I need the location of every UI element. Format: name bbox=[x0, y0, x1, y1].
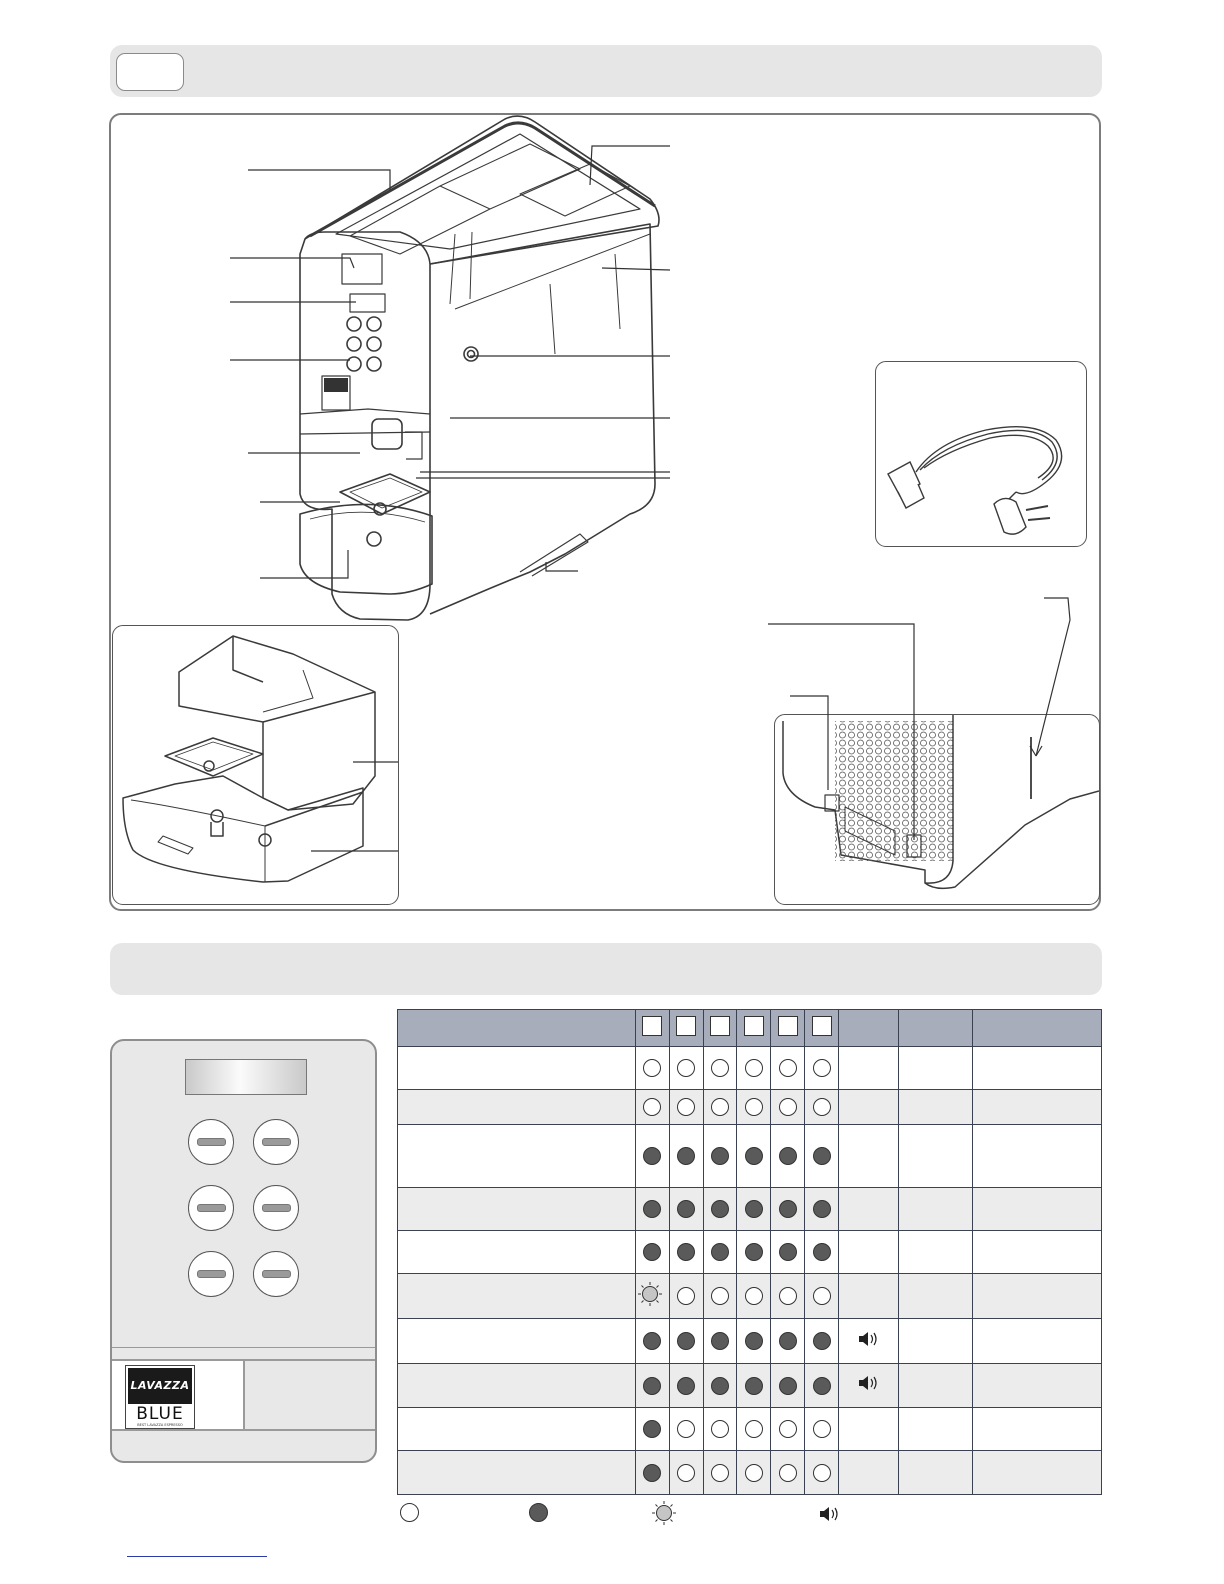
led-off-icon bbox=[711, 1287, 729, 1305]
table-row bbox=[398, 1047, 1102, 1090]
led-cell-5 bbox=[771, 1408, 805, 1451]
led-off-icon bbox=[643, 1059, 661, 1077]
led-on-icon bbox=[677, 1147, 695, 1165]
action-cell bbox=[973, 1047, 1102, 1090]
led-cell-5 bbox=[771, 1047, 805, 1090]
row-description bbox=[398, 1090, 636, 1125]
led-cell-3 bbox=[703, 1364, 737, 1408]
table-row bbox=[398, 1231, 1102, 1274]
led-cell-6 bbox=[805, 1319, 839, 1364]
table-row bbox=[398, 1090, 1102, 1125]
led-cell-4 bbox=[737, 1047, 771, 1090]
led-cell-2 bbox=[669, 1319, 703, 1364]
led-cell-1 bbox=[635, 1231, 669, 1274]
led-off-icon bbox=[745, 1420, 763, 1438]
led-on-icon bbox=[643, 1147, 661, 1165]
power-cord-illustration bbox=[876, 362, 1086, 546]
selection-button-3[interactable] bbox=[188, 1185, 234, 1231]
sound-cell bbox=[839, 1274, 899, 1319]
callout-leader-lines bbox=[230, 140, 680, 580]
display-cell bbox=[899, 1408, 973, 1451]
display-cell bbox=[899, 1364, 973, 1408]
led-cell-4 bbox=[737, 1451, 771, 1495]
sound-cell bbox=[839, 1408, 899, 1451]
sound-cell bbox=[839, 1319, 899, 1364]
led-off-icon bbox=[779, 1420, 797, 1438]
row-description bbox=[398, 1231, 636, 1274]
row-description bbox=[398, 1047, 636, 1090]
header-led-3 bbox=[703, 1010, 737, 1047]
led-cell-3 bbox=[703, 1319, 737, 1364]
display-cell bbox=[899, 1231, 973, 1274]
led-cell-4 bbox=[737, 1125, 771, 1188]
led-cell-4 bbox=[737, 1090, 771, 1125]
led-off-icon bbox=[677, 1287, 695, 1305]
led-off-icon bbox=[711, 1420, 729, 1438]
panel-divider bbox=[112, 1347, 377, 1348]
led-cell-1 bbox=[635, 1364, 669, 1408]
footer-link-underline bbox=[127, 1556, 267, 1557]
led-cell-1 bbox=[635, 1090, 669, 1125]
display-cell bbox=[899, 1047, 973, 1090]
led-on-icon bbox=[677, 1200, 695, 1218]
row-description bbox=[398, 1125, 636, 1188]
led-cell-3 bbox=[703, 1451, 737, 1495]
led-cell-1 bbox=[635, 1125, 669, 1188]
led-cell-6 bbox=[805, 1231, 839, 1274]
led-cell-2 bbox=[669, 1125, 703, 1188]
legend-led-blinking-icon bbox=[651, 1500, 677, 1526]
removable-parts-inset bbox=[112, 625, 399, 905]
table-row bbox=[398, 1451, 1102, 1495]
led-cell-6 bbox=[805, 1125, 839, 1188]
led-cell-3 bbox=[703, 1188, 737, 1231]
header-led-5 bbox=[771, 1010, 805, 1047]
action-cell bbox=[973, 1408, 1102, 1451]
legend-sound-icon bbox=[818, 1504, 842, 1524]
led-cell-6 bbox=[805, 1451, 839, 1495]
action-cell bbox=[973, 1231, 1102, 1274]
panel-display bbox=[185, 1059, 307, 1095]
action-cell bbox=[973, 1274, 1102, 1319]
led-cell-1 bbox=[635, 1047, 669, 1090]
sound-cell bbox=[839, 1090, 899, 1125]
led-on-icon bbox=[711, 1200, 729, 1218]
header-led-2 bbox=[669, 1010, 703, 1047]
led-off-icon bbox=[745, 1059, 763, 1077]
row-description bbox=[398, 1364, 636, 1408]
header-led-4 bbox=[737, 1010, 771, 1047]
led-on-icon bbox=[745, 1243, 763, 1261]
row-description bbox=[398, 1188, 636, 1231]
led-on-icon bbox=[677, 1243, 695, 1261]
led-on-icon bbox=[813, 1147, 831, 1165]
action-cell bbox=[973, 1125, 1102, 1188]
led-off-icon bbox=[813, 1420, 831, 1438]
sound-cell bbox=[839, 1188, 899, 1231]
led-cell-3 bbox=[703, 1047, 737, 1090]
selection-button-6[interactable] bbox=[253, 1251, 299, 1297]
led-cell-3 bbox=[703, 1274, 737, 1319]
led-on-icon bbox=[677, 1377, 695, 1395]
led-cell-6 bbox=[805, 1408, 839, 1451]
sound-cell bbox=[839, 1451, 899, 1495]
led-off-icon bbox=[813, 1464, 831, 1482]
led-on-icon bbox=[813, 1200, 831, 1218]
display-cell bbox=[899, 1451, 973, 1495]
led-cell-6 bbox=[805, 1090, 839, 1125]
capsule-slot-area bbox=[245, 1359, 377, 1431]
led-cell-5 bbox=[771, 1364, 805, 1408]
header-action bbox=[973, 1010, 1102, 1047]
led-cell-2 bbox=[669, 1274, 703, 1319]
led-off-icon bbox=[711, 1059, 729, 1077]
header-led-6 bbox=[805, 1010, 839, 1047]
led-on-icon bbox=[813, 1332, 831, 1350]
sound-cell bbox=[839, 1047, 899, 1090]
table-row bbox=[398, 1188, 1102, 1231]
led-on-icon bbox=[643, 1200, 661, 1218]
led-off-icon bbox=[711, 1464, 729, 1482]
section-header-bar-2 bbox=[110, 943, 1102, 995]
led-on-icon bbox=[643, 1243, 661, 1261]
led-cell-3 bbox=[703, 1090, 737, 1125]
led-cell-5 bbox=[771, 1125, 805, 1188]
led-on-icon bbox=[643, 1377, 661, 1395]
led-cell-2 bbox=[669, 1451, 703, 1495]
led-cell-5 bbox=[771, 1274, 805, 1319]
header-description bbox=[398, 1010, 636, 1047]
led-on-icon bbox=[779, 1243, 797, 1261]
led-off-icon bbox=[745, 1464, 763, 1482]
led-cell-4 bbox=[737, 1274, 771, 1319]
action-cell bbox=[973, 1090, 1102, 1125]
led-off-icon bbox=[779, 1287, 797, 1305]
sound-cell bbox=[839, 1364, 899, 1408]
led-cell-6 bbox=[805, 1274, 839, 1319]
led-off-icon bbox=[643, 1098, 661, 1116]
row-description bbox=[398, 1274, 636, 1319]
led-cell-6 bbox=[805, 1047, 839, 1090]
led-on-icon bbox=[745, 1147, 763, 1165]
led-cell-4 bbox=[737, 1188, 771, 1231]
table-row bbox=[398, 1125, 1102, 1188]
led-cell-1 bbox=[635, 1188, 669, 1231]
led-off-icon bbox=[813, 1059, 831, 1077]
selection-button-2[interactable] bbox=[253, 1119, 299, 1165]
led-off-icon bbox=[677, 1059, 695, 1077]
led-cell-5 bbox=[771, 1090, 805, 1125]
led-on-icon bbox=[779, 1147, 797, 1165]
led-on-icon bbox=[779, 1332, 797, 1350]
header-led-1 bbox=[635, 1010, 669, 1047]
sound-icon bbox=[857, 1380, 881, 1397]
action-cell bbox=[973, 1451, 1102, 1495]
led-cell-4 bbox=[737, 1231, 771, 1274]
led-on-icon bbox=[677, 1332, 695, 1350]
rear-callout-lines bbox=[760, 590, 1090, 840]
led-off-icon bbox=[745, 1287, 763, 1305]
row-description bbox=[398, 1451, 636, 1495]
led-on-icon bbox=[643, 1332, 661, 1350]
led-cell-2 bbox=[669, 1188, 703, 1231]
led-cell-3 bbox=[703, 1408, 737, 1451]
led-off-icon bbox=[745, 1098, 763, 1116]
led-on-icon bbox=[813, 1377, 831, 1395]
led-cell-1 bbox=[635, 1451, 669, 1495]
selection-button-5[interactable] bbox=[188, 1251, 234, 1297]
led-cell-3 bbox=[703, 1231, 737, 1274]
led-cell-5 bbox=[771, 1319, 805, 1364]
led-cell-1 bbox=[635, 1408, 669, 1451]
sound-icon bbox=[857, 1336, 881, 1353]
led-cell-5 bbox=[771, 1231, 805, 1274]
led-on-icon bbox=[745, 1332, 763, 1350]
led-off-icon bbox=[711, 1098, 729, 1116]
led-cell-4 bbox=[737, 1319, 771, 1364]
section-number-box bbox=[116, 53, 184, 91]
led-cell-6 bbox=[805, 1188, 839, 1231]
led-on-icon bbox=[711, 1332, 729, 1350]
row-description bbox=[398, 1408, 636, 1451]
table-row bbox=[398, 1408, 1102, 1451]
led-off-icon bbox=[779, 1059, 797, 1077]
logo-brand: LAVAZZA bbox=[128, 1368, 192, 1404]
led-off-icon bbox=[677, 1098, 695, 1116]
header-display bbox=[899, 1010, 973, 1047]
led-cell-2 bbox=[669, 1364, 703, 1408]
table-row bbox=[398, 1319, 1102, 1364]
led-on-icon bbox=[711, 1377, 729, 1395]
led-cell-1 bbox=[635, 1319, 669, 1364]
display-cell bbox=[899, 1188, 973, 1231]
led-cell-1 bbox=[635, 1274, 669, 1319]
led-cell-4 bbox=[737, 1364, 771, 1408]
control-panel bbox=[110, 1039, 377, 1463]
logo-area bbox=[112, 1359, 245, 1431]
action-cell bbox=[973, 1188, 1102, 1231]
led-off-icon bbox=[779, 1464, 797, 1482]
led-on-icon bbox=[643, 1420, 661, 1438]
display-cell bbox=[899, 1274, 973, 1319]
led-cell-2 bbox=[669, 1408, 703, 1451]
led-cell-2 bbox=[669, 1231, 703, 1274]
selection-button-4[interactable] bbox=[253, 1185, 299, 1231]
water-tank-drip-tray-illustration bbox=[113, 626, 398, 904]
led-cell-4 bbox=[737, 1408, 771, 1451]
led-cell-6 bbox=[805, 1364, 839, 1408]
led-status-table bbox=[397, 1009, 1102, 1495]
led-cell-5 bbox=[771, 1451, 805, 1495]
table-header-row bbox=[398, 1010, 1102, 1047]
led-off-icon bbox=[677, 1420, 695, 1438]
led-off-icon bbox=[813, 1287, 831, 1305]
led-cell-3 bbox=[703, 1125, 737, 1188]
lavazza-blue-logo bbox=[125, 1365, 195, 1429]
section-header-bar-1 bbox=[110, 45, 1102, 97]
power-cord-inset bbox=[875, 361, 1087, 547]
table-row bbox=[398, 1274, 1102, 1319]
led-on-icon bbox=[779, 1200, 797, 1218]
table-body bbox=[398, 1047, 1102, 1495]
led-off-icon bbox=[677, 1464, 695, 1482]
led-cell-2 bbox=[669, 1047, 703, 1090]
header-sound bbox=[839, 1010, 899, 1047]
selection-button-1[interactable] bbox=[188, 1119, 234, 1165]
led-on-icon bbox=[745, 1377, 763, 1395]
led-cell-2 bbox=[669, 1090, 703, 1125]
led-cell-5 bbox=[771, 1188, 805, 1231]
action-cell bbox=[973, 1319, 1102, 1364]
display-cell bbox=[899, 1319, 973, 1364]
display-cell bbox=[899, 1125, 973, 1188]
row-description bbox=[398, 1319, 636, 1364]
action-cell bbox=[973, 1364, 1102, 1408]
led-blinking-icon bbox=[637, 1281, 667, 1311]
legend-led-off bbox=[400, 1503, 419, 1522]
led-off-icon bbox=[779, 1098, 797, 1116]
table-row bbox=[398, 1364, 1102, 1408]
sound-cell bbox=[839, 1231, 899, 1274]
display-cell bbox=[899, 1090, 973, 1125]
led-on-icon bbox=[745, 1200, 763, 1218]
sound-cell bbox=[839, 1125, 899, 1188]
led-on-icon bbox=[813, 1243, 831, 1261]
led-on-icon bbox=[711, 1243, 729, 1261]
led-on-icon bbox=[779, 1377, 797, 1395]
led-on-icon bbox=[711, 1147, 729, 1165]
logo-line: BLUE bbox=[136, 1404, 184, 1424]
logo-tagline: BEST LAVAZZA ESPRESSO bbox=[137, 1423, 183, 1427]
led-off-icon bbox=[813, 1098, 831, 1116]
legend-led-on bbox=[529, 1503, 548, 1522]
led-on-icon bbox=[643, 1464, 661, 1482]
